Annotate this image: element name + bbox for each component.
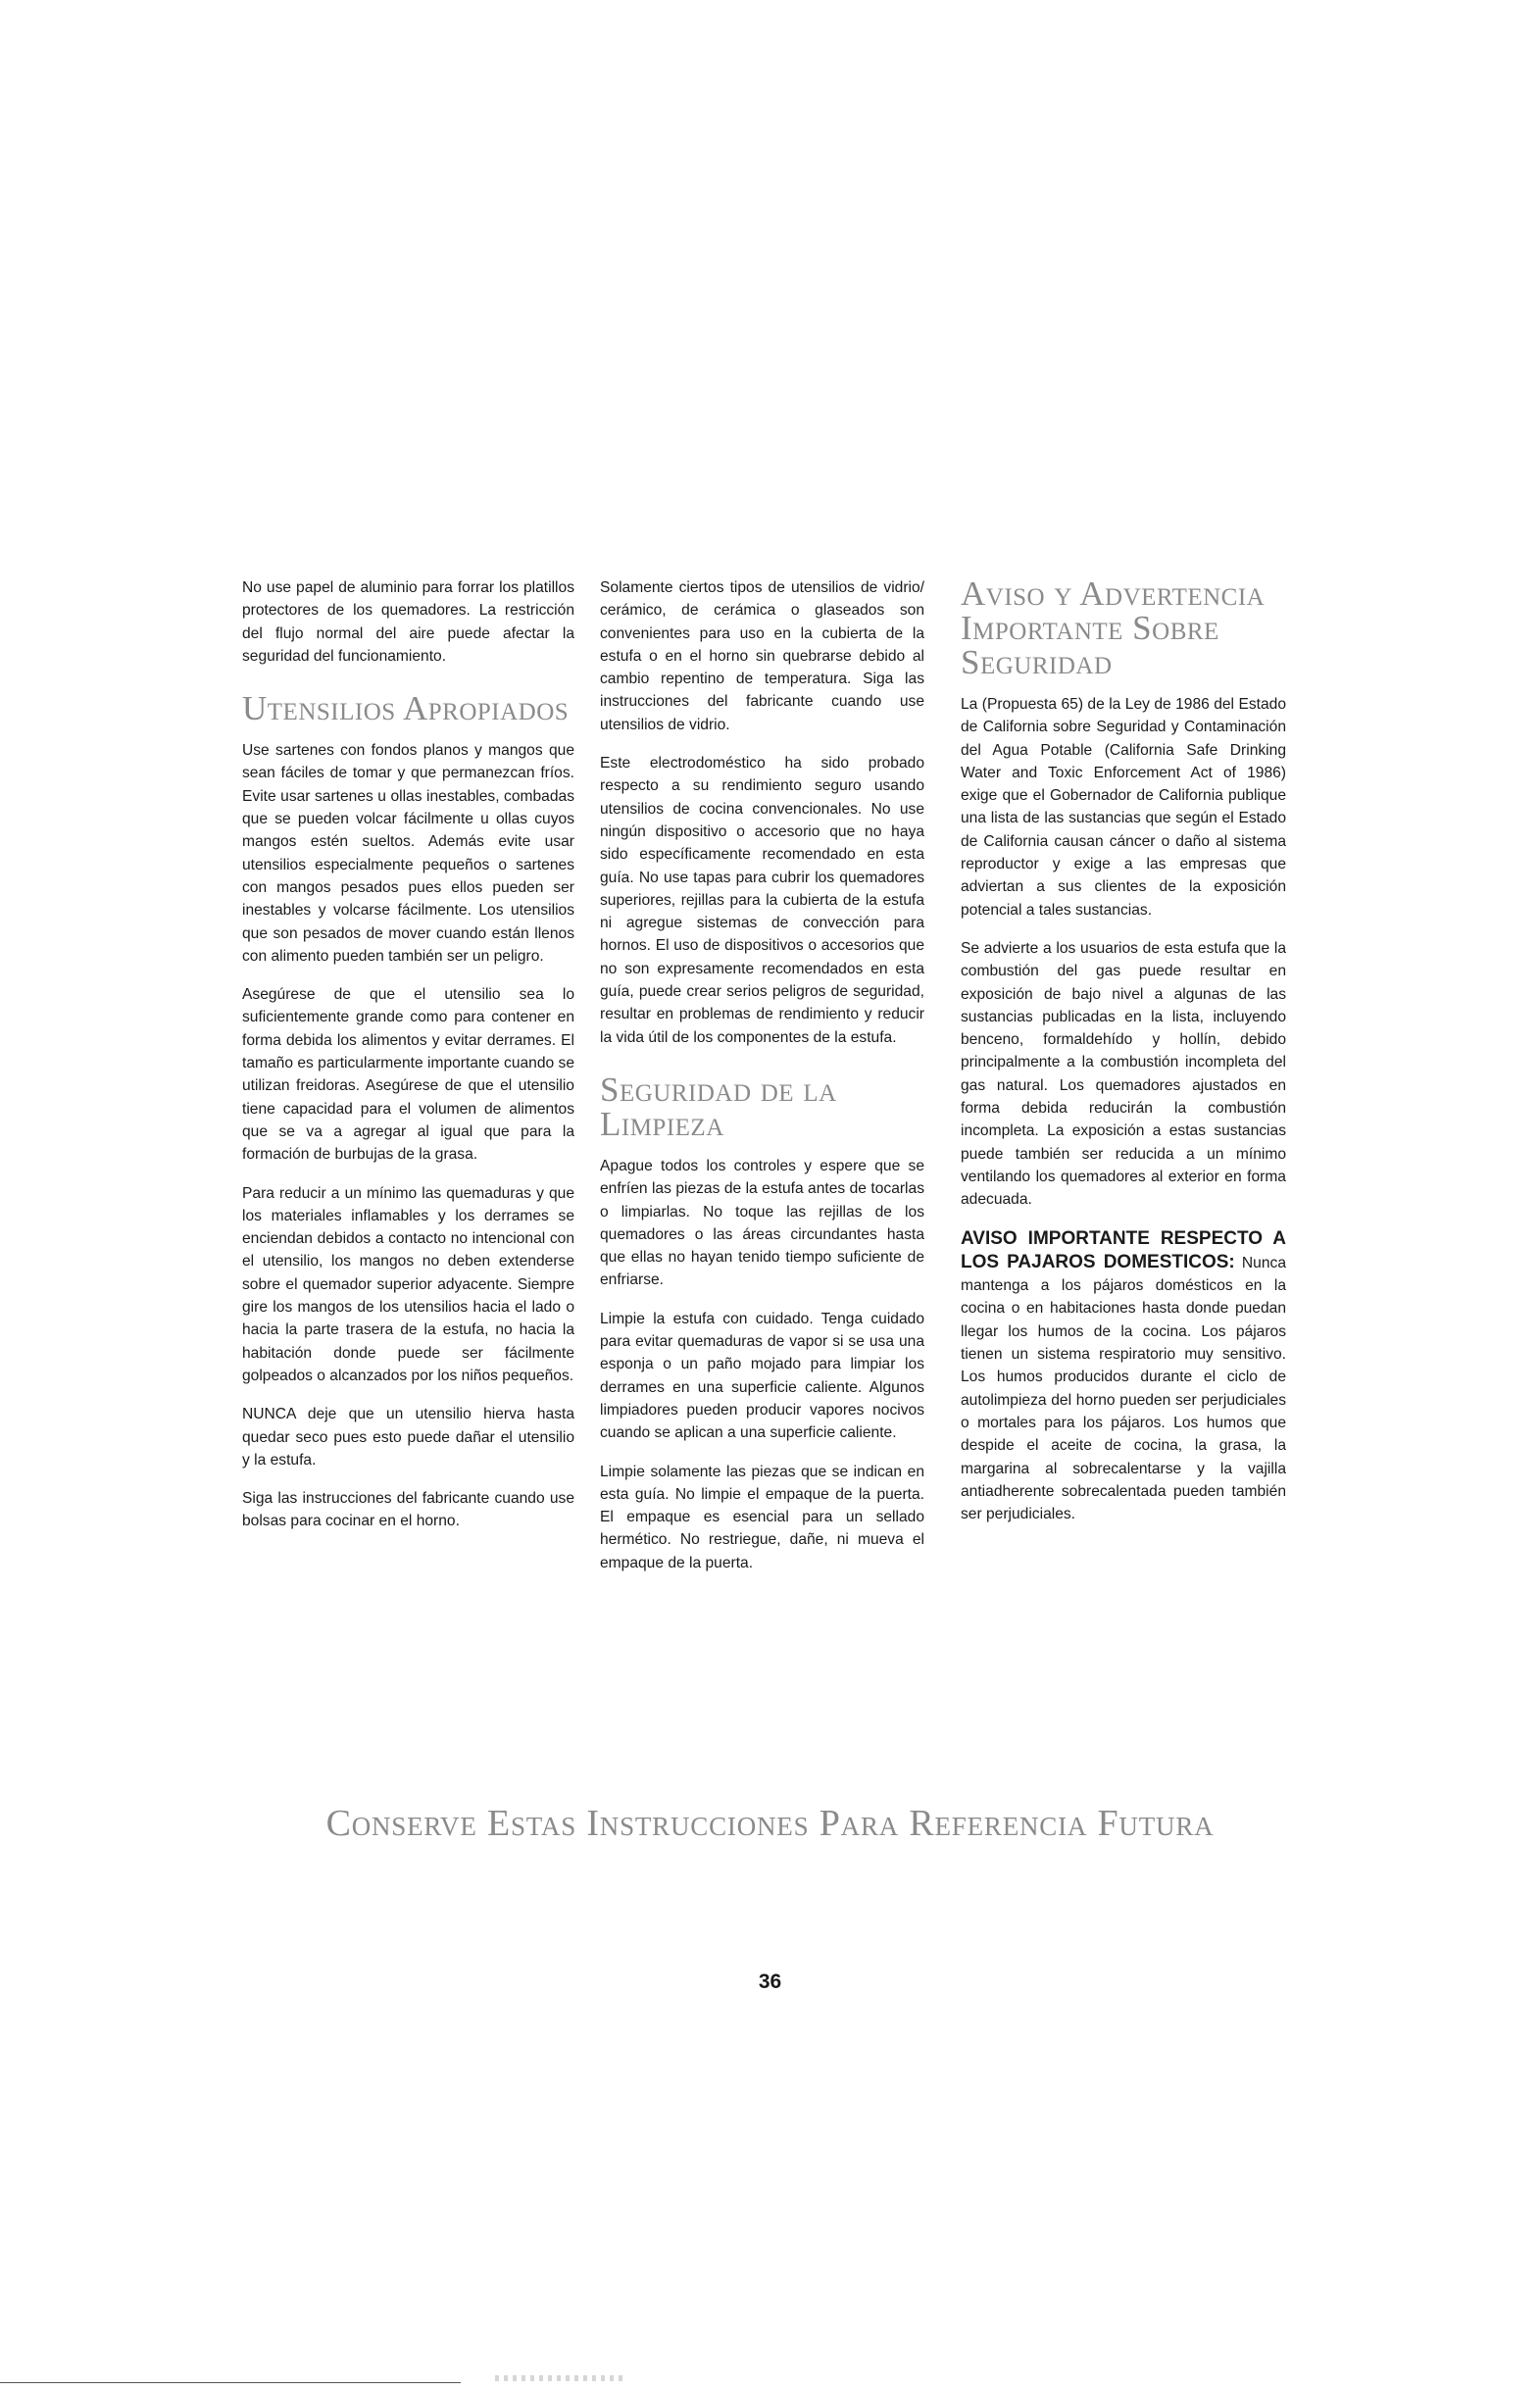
column-left bbox=[242, 576, 574, 1549]
pet-birds-lead: AVISO IMPORTANTE RESPECTO A LOS PAJAROS DOMESTICOS: bbox=[961, 1227, 1286, 1272]
paragraph-pet-birds bbox=[961, 1227, 1286, 1526]
paragraph-aluminum-foil: No use papel de aluminio para forrar los platillos protectores de los quemadores. La restricción del flujo normal del aire puede afectar la seguridad del funcionamiento. bbox=[242, 579, 574, 665]
paragraph-handles: Para reducir a un mínimo las quemaduras y que los materiales inflamables y los derrames se enciendan debidos a contacto no intencional con el utensilio, los mangos no deben extenderse sobre el quemador superior adyacente. Siempre gire los mangos de los utensilios hacia el lado o hacia la parte trasera de la estufa, no hacia la habitación donde puede ser fácilmente golpeados o alcanzados por los niños pequeños. bbox=[242, 1184, 574, 1384]
heading-seguridad-limpieza: Seguridad de la Limpieza bbox=[600, 1070, 837, 1143]
footer-banner: Conserve Estas Instrucciones Para Referencia Futura bbox=[325, 1803, 1215, 1844]
pet-birds-body: Nunca mantenga a los pájaros domésticos en la cocina o en habitaciones hasta donde puedan llegar los humos de la cocina. Los pájaros tienen un sistema respiratorio muy sensitivo. Los humos producidos durante el ciclo de autolimpieza del horno pueden ser perjudiciales o mortales para los pájaros. Los humos que despide el aceite de cocina, la grasa, la margarina al sobrecalentarse y la vajilla antiadherente sobrecalentada pueden también ser perjudiciales. bbox=[961, 1254, 1286, 1523]
heading-aviso-advertencia: Aviso y Advertencia Importante Sobre Seguridad bbox=[961, 574, 1266, 681]
paragraph-proposition-65: La (Propuesta 65) de la Ley de 1986 del Estado de California sobre Seguridad y Contaminación del Agua Potable (California Safe Drinking Water and Toxic Enforcement Act of 1986) exige que el Gobernador de California publique una lista de las sustancias que según el Estado de California causan cáncer o daño al sistema reproductor y exige a las empresas que adviertan a sus clientes de la exposición potencial a tales sustancias. bbox=[961, 696, 1286, 919]
column-right bbox=[961, 576, 1286, 1541]
paragraph-door-gasket: Limpie solamente las piezas que se indican en esta guía. No limpie el empaque de la puerta. El empaque es esencial para un sellado hermético. No restriegue, dañe, ni mueva el empaque de la puerta. bbox=[600, 1463, 924, 1571]
paragraph-utensil-size: Asegúrese de que el utensilio sea lo suficientemente grande como para contener en forma debida los alimentos y evitar derrames. El tamaño es particularmente importante cuando se utilizan freidoras. Asegúrese de que el utensilio tiene capacidad para el volumen de alimentos que se va a agregar al igual que para la formación de burbujas de la grasa. bbox=[242, 986, 574, 1164]
paragraph-glass-utensils: Solamente ciertos tipos de utensilios de vidrio/ cerámico, de cerámica o glaseados son convenientes para uso en la cubierta de la estufa o en el horno sin quebrarse debido al cambio repentino de temperatura. Siga las instrucciones del fabricante cuando use utensilios de vidrio. bbox=[600, 579, 924, 733]
paragraph-pans: Use sartenes con fondos planos y mangos que sean fáciles de tomar y que permanezcan fríos. Evite usar sartenes u ollas inestables, combadas que se pueden volcar fácilmente u ollas cuyos mangos estén sueltos. Además evite usar utensilios especialmente pequeños o sartenes con mangos pesados pues ellos pueden ser inestables y volcarse fácilmente. Los utensilios que son pesados de mover cuando están llenos con alimento pueden también ser un peligro. bbox=[242, 742, 574, 965]
bottom-scan-artifact bbox=[495, 2375, 622, 2381]
heading-utensilios-apropiados: Utensilios Apropiados bbox=[242, 689, 570, 728]
paragraph-turn-off-controls: Apague todos los controles y espere que se enfríen las piezas de la estufa antes de tocarlas o limpiarlas. No toque las rejillas de los quemadores o las áreas circundantes hasta que ellas no hayan tenido tiempo suficiente de enfriarse. bbox=[600, 1157, 924, 1289]
paragraph-accessories: Este electrodoméstico ha sido probado respecto a su rendimiento seguro usando utensilios de cocina convencionales. No use ningún dispositivo o accesorio que no haya sido específicamente recomendado en esta guía. No use tapas para cubrir los quemadores superiores, rejillas para la cubierta de la estufa ni agregue sistemas de convección para hornos. El uso de dispositivos o accesorios que no son expresamente recomendados en esta guía, puede crear serios peligros de seguridad, resultar en problemas de rendimiento y reducir la vida útil de los componentes de la estufa. bbox=[600, 755, 924, 1046]
page-number: 36 bbox=[758, 1970, 782, 1993]
paragraph-gas-combustion: Se advierte a los usuarios de esta estufa que la combustión del gas puede resultar en exposición de bajo nivel a algunas de las sustancias publicadas en la lista, incluyendo benceno, formaldehído y hollín, debido principalmente a la combustión incompleta del gas natural. Los quemadores ajustados en forma debida reducirán la combustión incompleta. La exposición a estas sustancias puede también ser reducida a un mínimo ventilando los quemadores al exterior en forma adecuada. bbox=[961, 939, 1286, 1209]
paragraph-clean-carefully: Limpie la estufa con cuidado. Tenga cuidado para evitar quemaduras de vapor si se usa una esponja o un paño mojado para limpiar los derrames en una superficie caliente. Algunos limpiadores pueden producir vapores nocivos cuando se aplican a una superficie caliente. bbox=[600, 1310, 924, 1442]
paragraph-boil-dry: NUNCA deje que un utensilio hierva hasta quedar seco pues esto puede dañar el utensilio y la estufa. bbox=[242, 1406, 574, 1469]
column-middle bbox=[600, 576, 924, 1590]
bottom-rule bbox=[0, 2382, 461, 2383]
paragraph-oven-bags: Siga las instrucciones del fabricante cuando use bolsas para cocinar en el horno. bbox=[242, 1490, 574, 1530]
